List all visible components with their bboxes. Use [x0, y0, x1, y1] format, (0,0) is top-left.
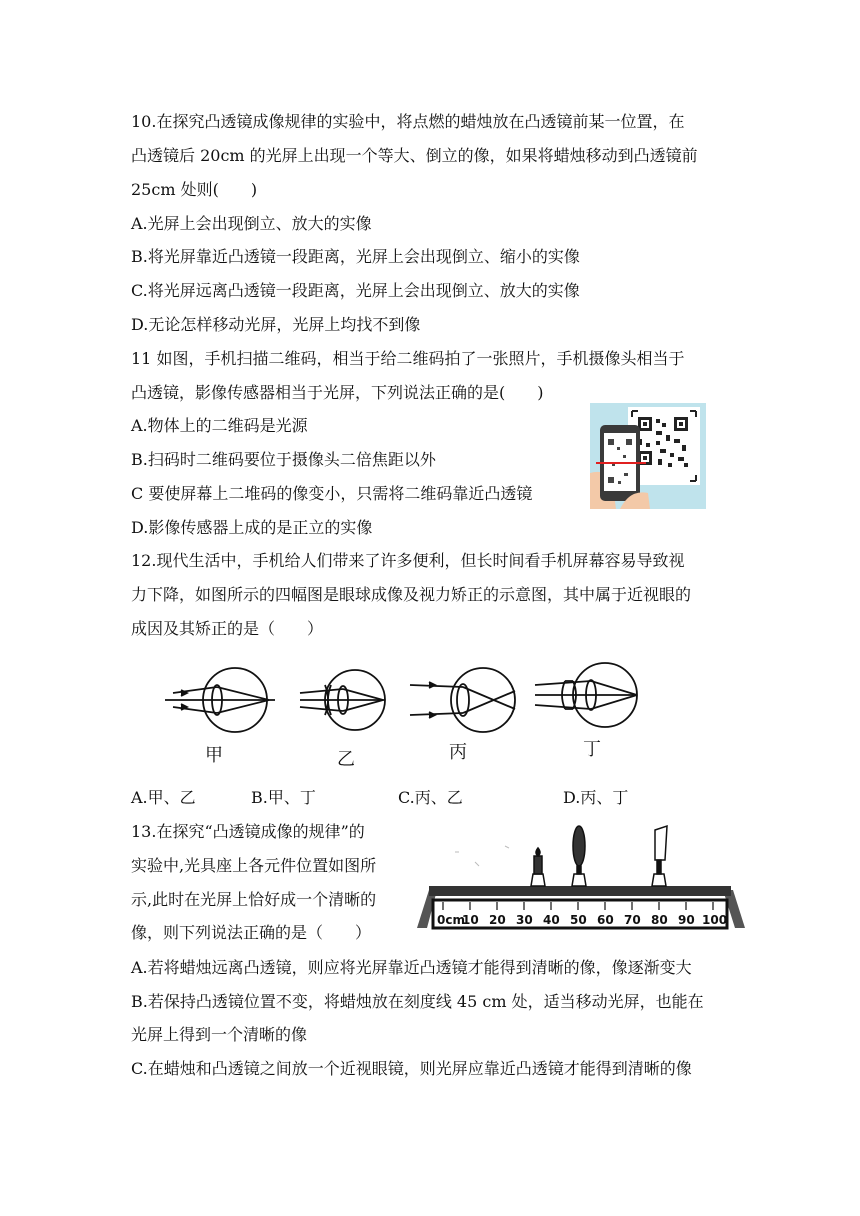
q10-line-1: 10.在探究凸透镜成像规律的实验中，将点燃的蜡烛放在凸透镜前某一位置，在 — [131, 112, 685, 131]
candle — [531, 848, 545, 886]
q12-line-2: 力下降，如图所示的四幅图是眼球成像及视力矫正的示意图，其中属于近视眼的 — [131, 585, 692, 604]
q10-option-d: D.无论怎样移动光屏，光屏上均找不到像 — [131, 315, 421, 334]
bench-unit-label: 0cm — [437, 913, 465, 927]
eye-label-jia: 甲 — [205, 745, 223, 766]
eye-diagram-yi — [300, 670, 385, 730]
q12-option-a: A.甲、乙 — [131, 788, 196, 807]
eye-diagram-bing — [410, 668, 515, 732]
convex-lens — [572, 826, 586, 886]
eye-label-ding: 丁 — [583, 739, 601, 760]
q12-option-d: D.丙、丁 — [563, 788, 629, 807]
phone-qr-figure — [590, 403, 706, 509]
q13-option-b-line-1: B.若保持凸透镜位置不变，将蜡烛放在刻度线 45 cm 处，适当移动光屏，也能在 — [131, 992, 704, 1011]
q11-option-c: C 要使屏幕上二堆码的像变小，只需将二维码靠近凸透镜 — [131, 484, 533, 503]
q10-option-c: C.将光屏远离凸透镜一段距离，光屏上会出现倒立、放大的实像 — [131, 281, 580, 300]
q11-option-b: B.扫码时二维码要位于摄像头二倍焦距以外 — [131, 450, 436, 469]
q10-option-b: B.将光屏靠近凸透镜一段距离，光屏上会出现倒立、缩小的实像 — [131, 247, 580, 266]
q13-line-3: 示,此时在光屏上恰好成一个清晰的 — [131, 890, 377, 909]
bench-tick-90: 90 — [678, 913, 695, 927]
q12-option-c: C.丙、乙 — [398, 788, 463, 807]
bench-tick-100: 100 — [702, 913, 728, 927]
bench-tick-60: 60 — [597, 913, 614, 927]
q13-line-4: 像，则下列说法正确的是（ ） — [131, 923, 372, 942]
q10-line-2: 凸透镜后 20cm 的光屏上出现一个等大、倒立的像，如果将蜡烛移动到凸透镜前 — [131, 146, 698, 165]
bench-tick-20: 20 — [489, 913, 506, 927]
q11-line-1: 11 如图，手机扫描二维码，相当于给二维码拍了一张照片，手机摄像头相当于 — [131, 349, 685, 368]
q11-line-2: 凸透镜，影像传感器相当于光屏，下列说法正确的是( ) — [131, 383, 544, 402]
q12-line-1: 12.现代生活中，手机给人们带来了许多便利，但长时间看手机屏幕容易导致视 — [131, 551, 685, 570]
bench-tick-80: 80 — [651, 913, 668, 927]
light-screen — [652, 826, 667, 886]
bench-tick-40: 40 — [543, 913, 560, 927]
q12-line-3: 成因及其矫正的是（ ） — [131, 619, 324, 638]
q13-option-c: C.在蜡烛和凸透镜之间放一个近视眼镜，则光屏应靠近凸透镜才能得到清晰的像 — [131, 1059, 692, 1078]
bench-tick-50: 50 — [570, 913, 587, 927]
eye-label-yi: 乙 — [337, 749, 355, 770]
q10-option-a: A.光屏上会出现倒立、放大的实像 — [131, 214, 372, 233]
q11-option-d: D.影像传感器上成的是正立的实像 — [131, 518, 373, 537]
optical-bench-figure — [415, 822, 745, 932]
q13-line-2: 实验中,光具座上各元件位置如图所 — [131, 856, 377, 875]
eye-label-bing: 丙 — [449, 742, 467, 763]
q10-line-3: 25cm 处则( ) — [131, 180, 258, 199]
q12-option-b: B.甲、丁 — [251, 788, 316, 807]
q13-option-a: A.若将蜡烛远离凸透镜，则应将光屏靠近凸透镜才能得到清晰的像，像逐渐变大 — [131, 958, 692, 977]
bench-tick-10: 10 — [462, 913, 479, 927]
eye-diagram-ding — [535, 663, 637, 727]
bench-tick-30: 30 — [516, 913, 533, 927]
q13-option-b-line-2: 光屏上得到一个清晰的像 — [131, 1025, 308, 1044]
eye-diagram-jia — [165, 668, 275, 732]
q11-option-a: A.物体上的二维码是光源 — [131, 416, 308, 435]
eye-diagrams-figure — [165, 655, 645, 775]
q13-line-1: 13.在探究“凸透镜成像的规律”的 — [131, 822, 365, 841]
bench-tick-70: 70 — [624, 913, 641, 927]
